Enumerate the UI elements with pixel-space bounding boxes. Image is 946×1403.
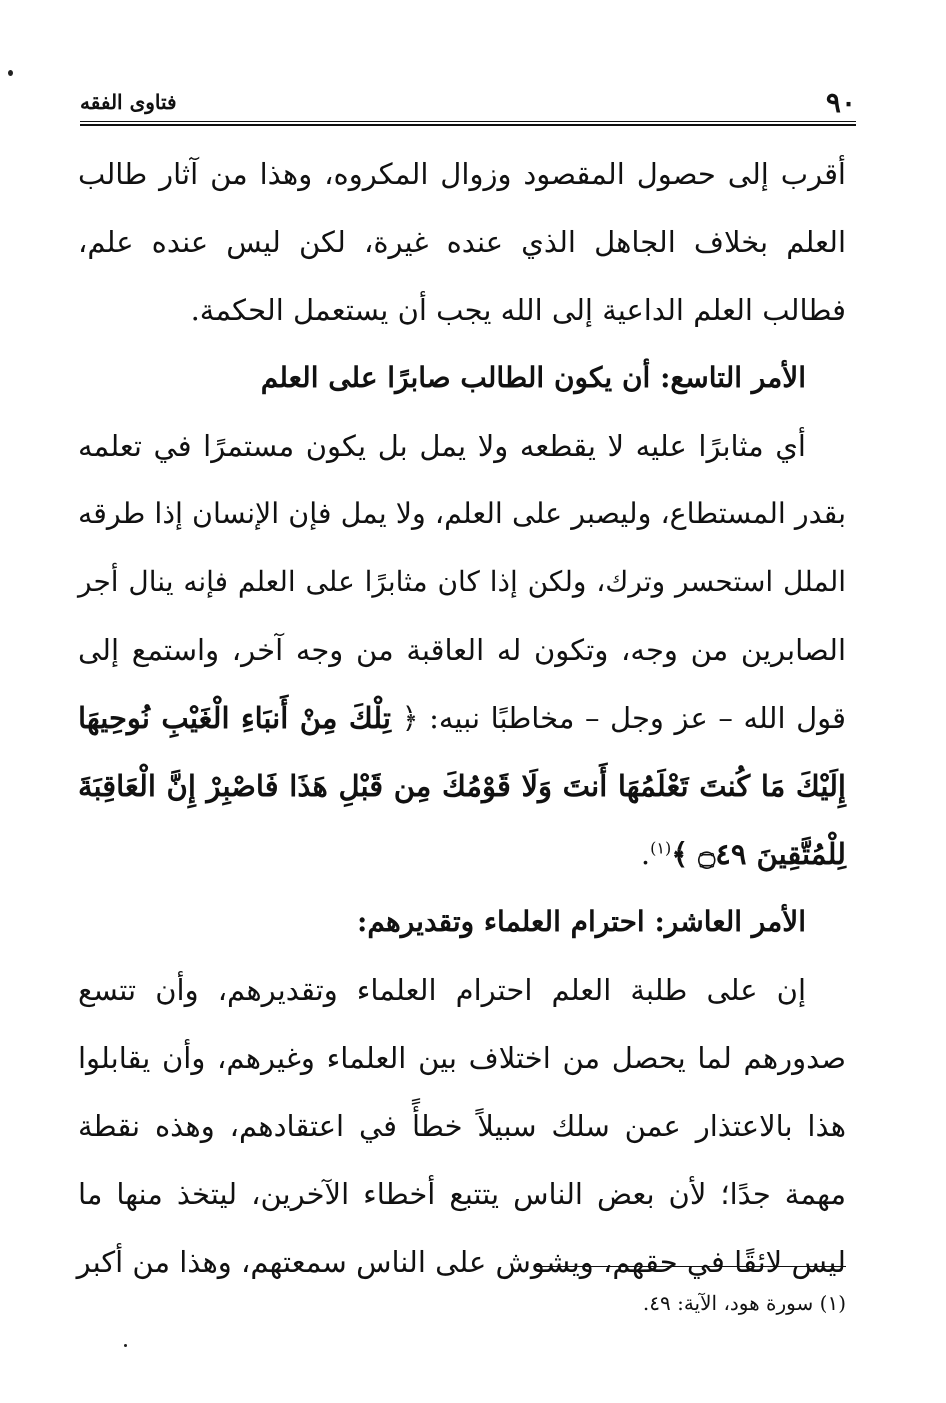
verse-intro: قول الله – عز وجل – مخاطبًا نبيه: ﴿ xyxy=(401,701,847,735)
footnote: (١) سورة هود، الآية: ٤٩. xyxy=(642,1291,846,1315)
text-line: إن على طلبة العلم احترام العلماء وتقديرهم، وأن تتسع xyxy=(78,973,806,1007)
scan-speck xyxy=(124,1344,127,1347)
text-line: أقرب إلى حصول المقصود وزوال المكروه، وهذا من آثار طالب xyxy=(78,157,846,191)
section-heading-tenth: الأمر العاشر: احترام العلماء وتقديرهم: xyxy=(356,905,806,938)
text-line: مهمة جدًا؛ لأن بعض الناس يتتبع أخطاء الآخرين، ليتخذ منها ما xyxy=(78,1177,846,1211)
verse-end-period: . xyxy=(640,837,651,871)
verse-end-line xyxy=(78,820,846,888)
header-rule-thin xyxy=(80,121,856,122)
section-heading-ninth: الأمر التاسع: أن يكون الطالب صابرًا على العلم xyxy=(260,361,806,394)
header-rule xyxy=(80,124,856,126)
text-line: فطالب العلم الداعية إلى الله يجب أن يستعمل الحكمة. xyxy=(190,293,846,327)
verse-intro-line xyxy=(78,684,846,752)
scan-speck xyxy=(8,70,13,76)
text-line: ليس لائقًا في حقهم، ويشوش على الناس سمعتهم، وهذا من أكبر xyxy=(76,1245,846,1279)
running-title: فتاوى الفقه xyxy=(80,90,177,114)
page-number: ٩٠ xyxy=(825,86,856,119)
page-header xyxy=(80,78,856,126)
text-line: العلم بخلاف الجاهل الذي عنده غيرة، لكن ليس عنده علم، xyxy=(78,225,846,259)
text-line: الصابرين من وجه، وتكون له العاقبة من وجه آخر، واستمع إلى xyxy=(78,633,846,667)
body-text xyxy=(78,140,846,1296)
footnote-separator xyxy=(536,1266,846,1267)
text-line: بقدر المستطاع، وليصبر على العلم، ولا يمل فإن الإنسان إذا طرقه xyxy=(78,497,846,530)
text-line: هذا بالاعتذار عمن سلك سبيلاً خطأً في اعتقادهم، وهذه نقطة xyxy=(78,1109,846,1143)
footnote-ref-mark: (١) xyxy=(650,838,672,858)
text-line: الملل استحسر وترك، ولكن إذا كان مثابرًا على العلم فإنه ينال أجر xyxy=(78,565,847,598)
text-line: أي مثابرًا عليه لا يقطعه ولا يمل بل يكون مستمرًا في تعلمه xyxy=(78,429,806,463)
quran-verse-part2: إِلَيْكَ مَا كُنتَ تَعْلَمُهَا أَنتَ وَلَا قَوْمُكَ مِن قَبْلِ هَذَا فَاصْبِرْ إِنَّ الْعَاقِبَةَ xyxy=(78,769,846,803)
text-line: صدورهم لما يحصل من اختلاف بين العلماء وغيرهم، وأن يقابلوا xyxy=(78,1041,846,1075)
quran-verse-part3: لِلْمُتَّقِينَ ۝٤٩ ﴾ xyxy=(671,837,846,871)
quran-verse-part1: تِلْكَ مِنْ أَنبَاءِ الْغَيْبِ نُوحِيهَا xyxy=(78,701,391,735)
